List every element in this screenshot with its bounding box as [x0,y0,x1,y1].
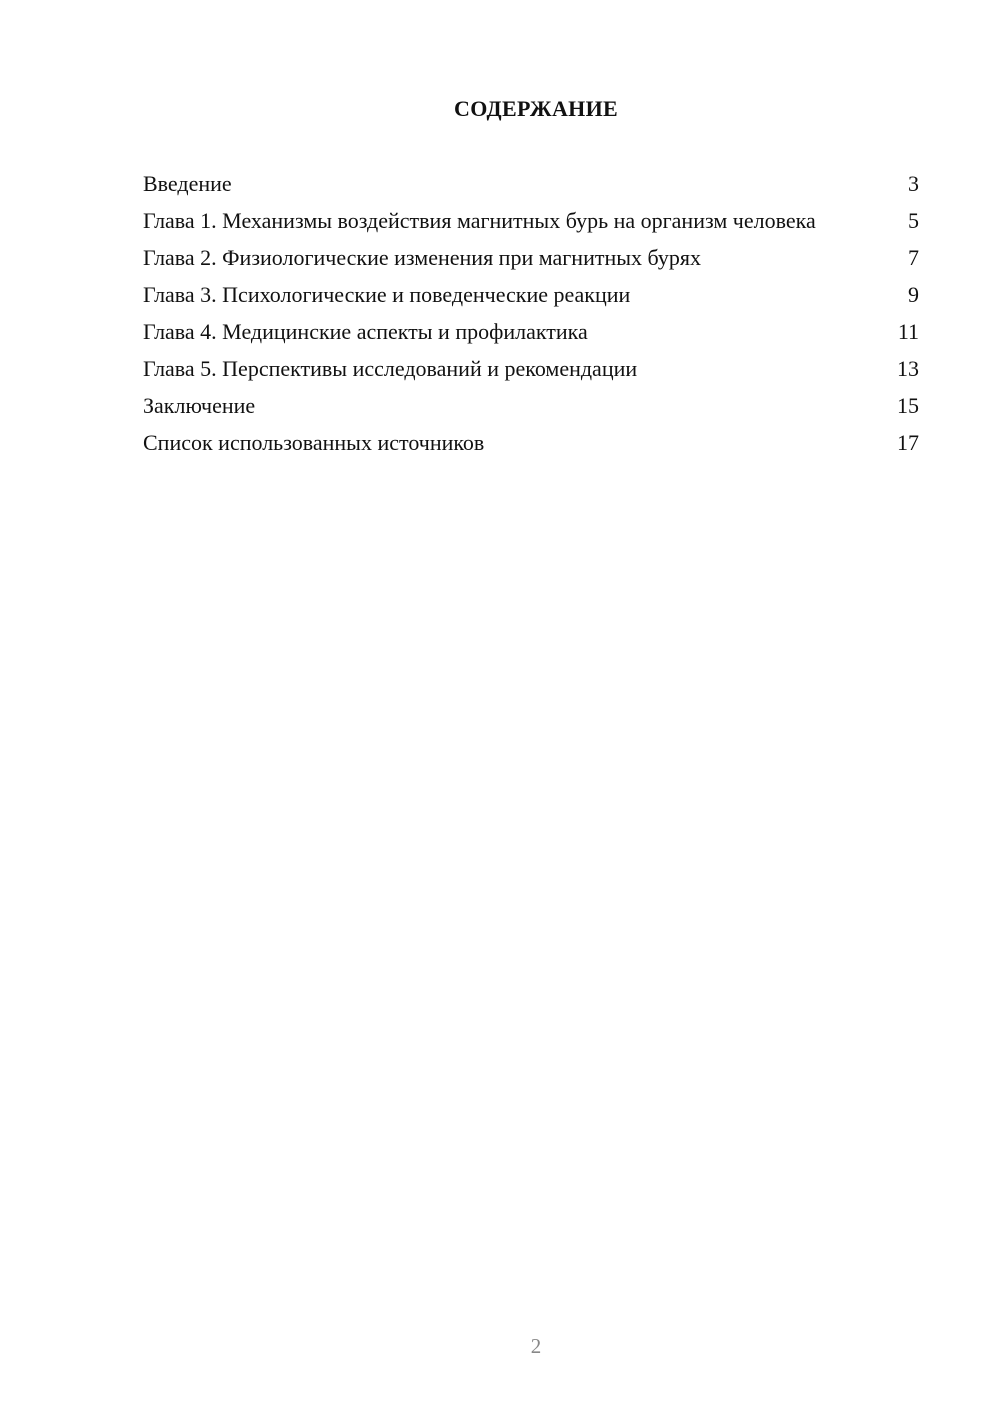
toc-item-label: Глава 4. Медицинские аспекты и профилактика [143,319,588,344]
toc-item-chapter-3[interactable] [143,281,919,308]
page-number: 2 [530,1334,542,1358]
toc-item-introduction[interactable] [143,170,919,197]
page-title: СОДЕРЖАНИЕ [454,96,618,121]
toc-item-label: Список использованных источников [143,430,485,455]
toc-item-chapter-2[interactable] [143,244,919,271]
toc-item-chapter-5[interactable] [143,355,919,382]
toc-item-chapter-4[interactable] [143,318,919,345]
toc-item-label: Заключение [143,393,256,418]
toc-item-page: 13 [897,356,919,381]
toc-item-conclusion[interactable] [143,392,919,419]
toc-item-page: 9 [908,282,919,307]
table-of-contents [143,170,919,466]
toc-item-page: 3 [908,171,919,196]
toc-item-label: Глава 5. Перспективы исследований и рекомендации [143,356,638,381]
toc-item-label: Глава 3. Психологические и поведенческие реакции [143,282,631,307]
toc-item-chapter-1[interactable] [143,207,919,234]
toc-item-page: 15 [897,393,919,418]
toc-item-label: Глава 1. Механизмы воздействия магнитных бурь на организм человека [143,208,816,233]
toc-item-page: 11 [897,319,919,344]
toc-item-references[interactable] [143,429,919,456]
toc-item-label: Введение [143,171,232,196]
toc-item-page: 5 [908,208,919,233]
toc-item-page: 17 [897,430,919,455]
toc-item-page: 7 [908,245,919,270]
toc-item-label: Глава 2. Физиологические изменения при магнитных бурях [143,245,701,270]
